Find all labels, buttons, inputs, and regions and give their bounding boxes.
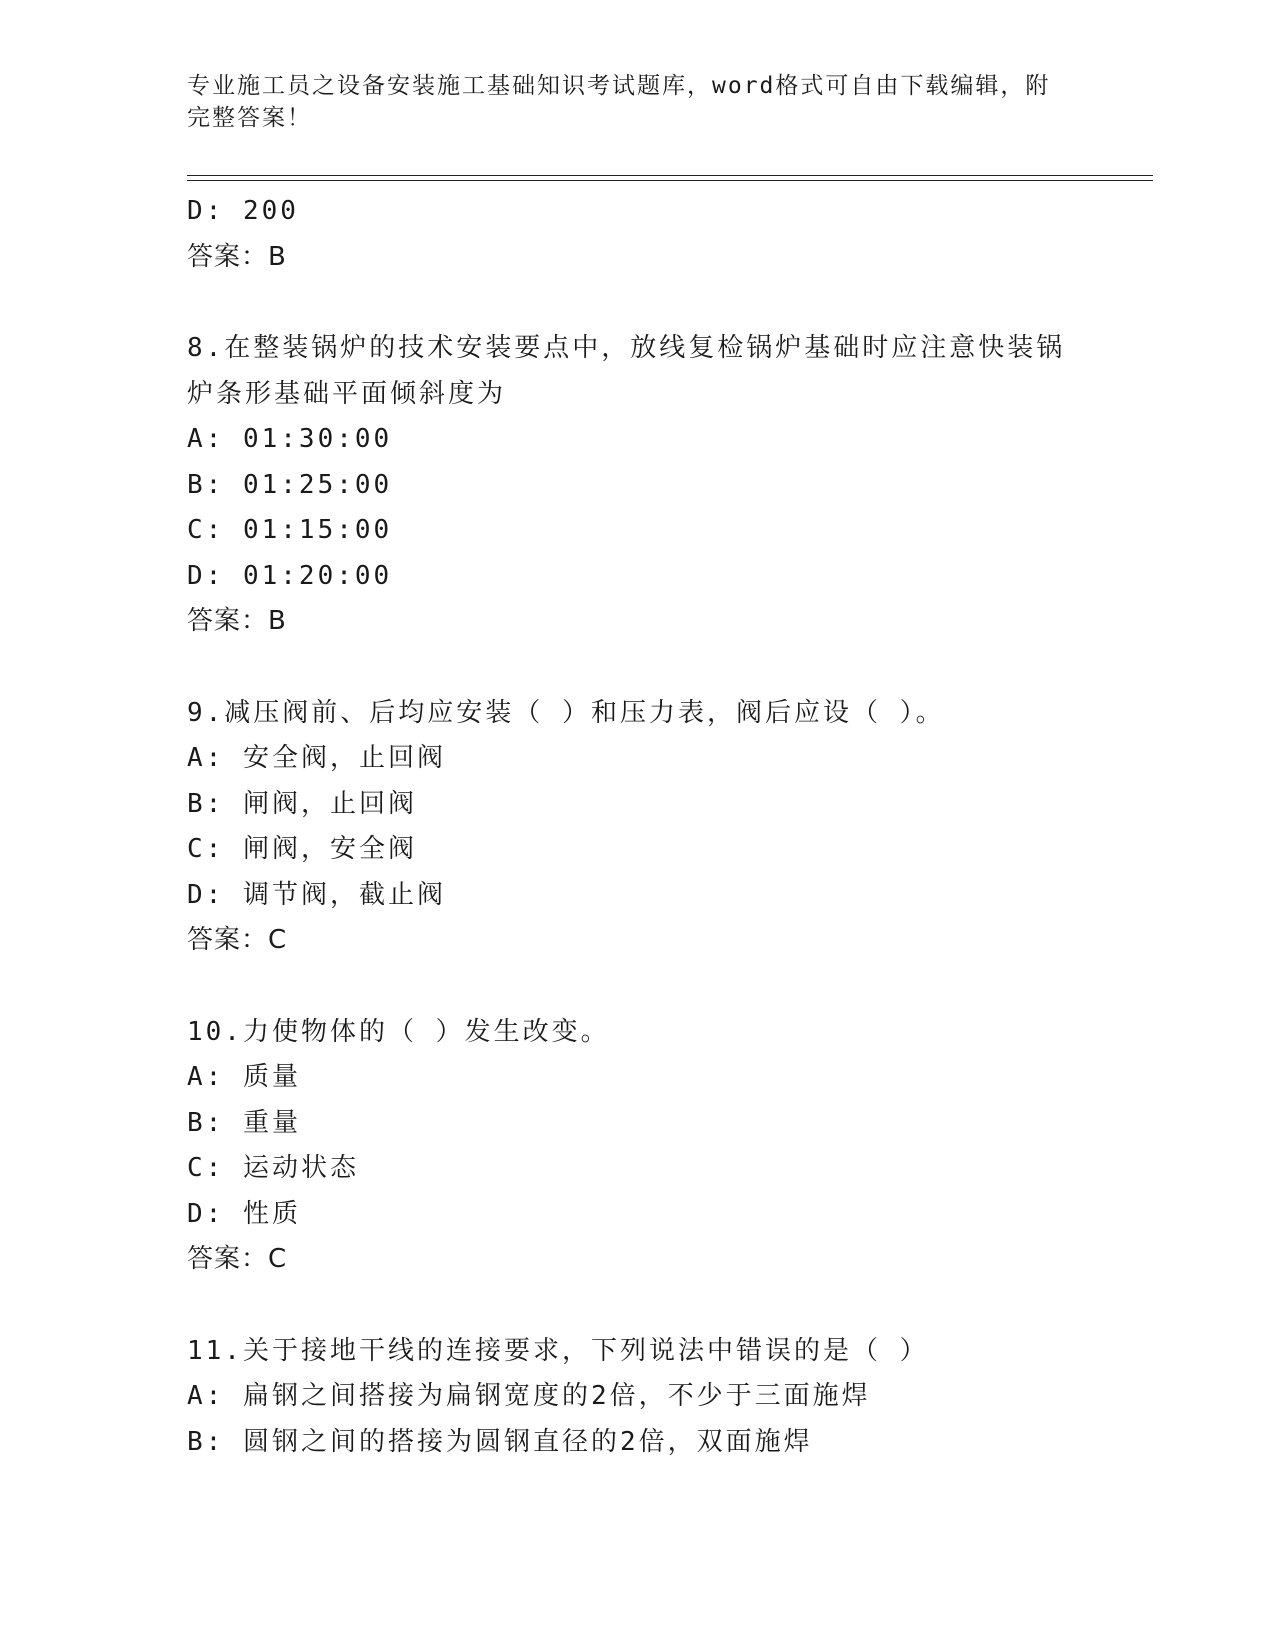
option-a: A: 01:30:00 xyxy=(187,424,393,454)
option-a: A: 扁钢之间搭接为扁钢宽度的2倍，不少于三面施焊 xyxy=(187,1381,871,1411)
question-stem: 8.在整装锅炉的技术安装要点中，放线复检锅炉基础时应注意快装锅 xyxy=(187,333,1066,363)
option-b: B: 重量 xyxy=(187,1107,301,1138)
question-stem: 10.力使物体的（ ）发生改变。 xyxy=(187,1016,610,1047)
question-stem: 9.减压阀前、后均应安装（ ）和压力表，阀后应设（ ）。 xyxy=(187,697,945,728)
option-c: C: 运动状态 xyxy=(187,1153,359,1183)
option-a: A: 安全阀，止回阀 xyxy=(187,743,446,773)
option-b: B: 圆钢之间的搭接为圆钢直径的2倍，双面施焊 xyxy=(187,1426,813,1457)
option-b: B: 01:25:00 xyxy=(187,469,393,500)
option-d: D: 200 xyxy=(187,196,299,226)
answer-line: 答案：B xyxy=(187,241,287,272)
page-header: 专业施工员之设备安装施工基础知识考试题库，word格式可自由下载编辑，附完整答案！ xyxy=(187,73,1051,131)
question-8 xyxy=(187,326,1087,645)
question-11 xyxy=(187,1329,1087,1466)
header-divider xyxy=(187,175,1153,176)
answer-line: 答案：C xyxy=(187,925,288,955)
option-b: B: 闸阀，止回阀 xyxy=(187,788,417,819)
option-d: D: 01:20:00 xyxy=(187,560,393,591)
question-stem: 11.关于接地干线的连接要求，下列说法中错误的是（ ） xyxy=(187,1335,929,1366)
option-c: C: 01:15:00 xyxy=(187,515,393,545)
option-a: A: 质量 xyxy=(187,1062,301,1092)
option-d: D: 调节阀，截止阀 xyxy=(187,879,446,910)
question-10 xyxy=(187,1010,1087,1283)
question-content xyxy=(187,189,1087,1465)
question-9 xyxy=(187,691,1087,964)
question-stem-continued: 炉条形基础平面倾斜度为 xyxy=(187,378,507,409)
option-d: D: 性质 xyxy=(187,1198,301,1229)
header-divider-secondary xyxy=(187,180,1153,181)
option-c: C: 闸阀，安全阀 xyxy=(187,834,417,864)
answer-line: 答案：B xyxy=(187,606,287,636)
answer-line: 答案：C xyxy=(187,1244,288,1274)
